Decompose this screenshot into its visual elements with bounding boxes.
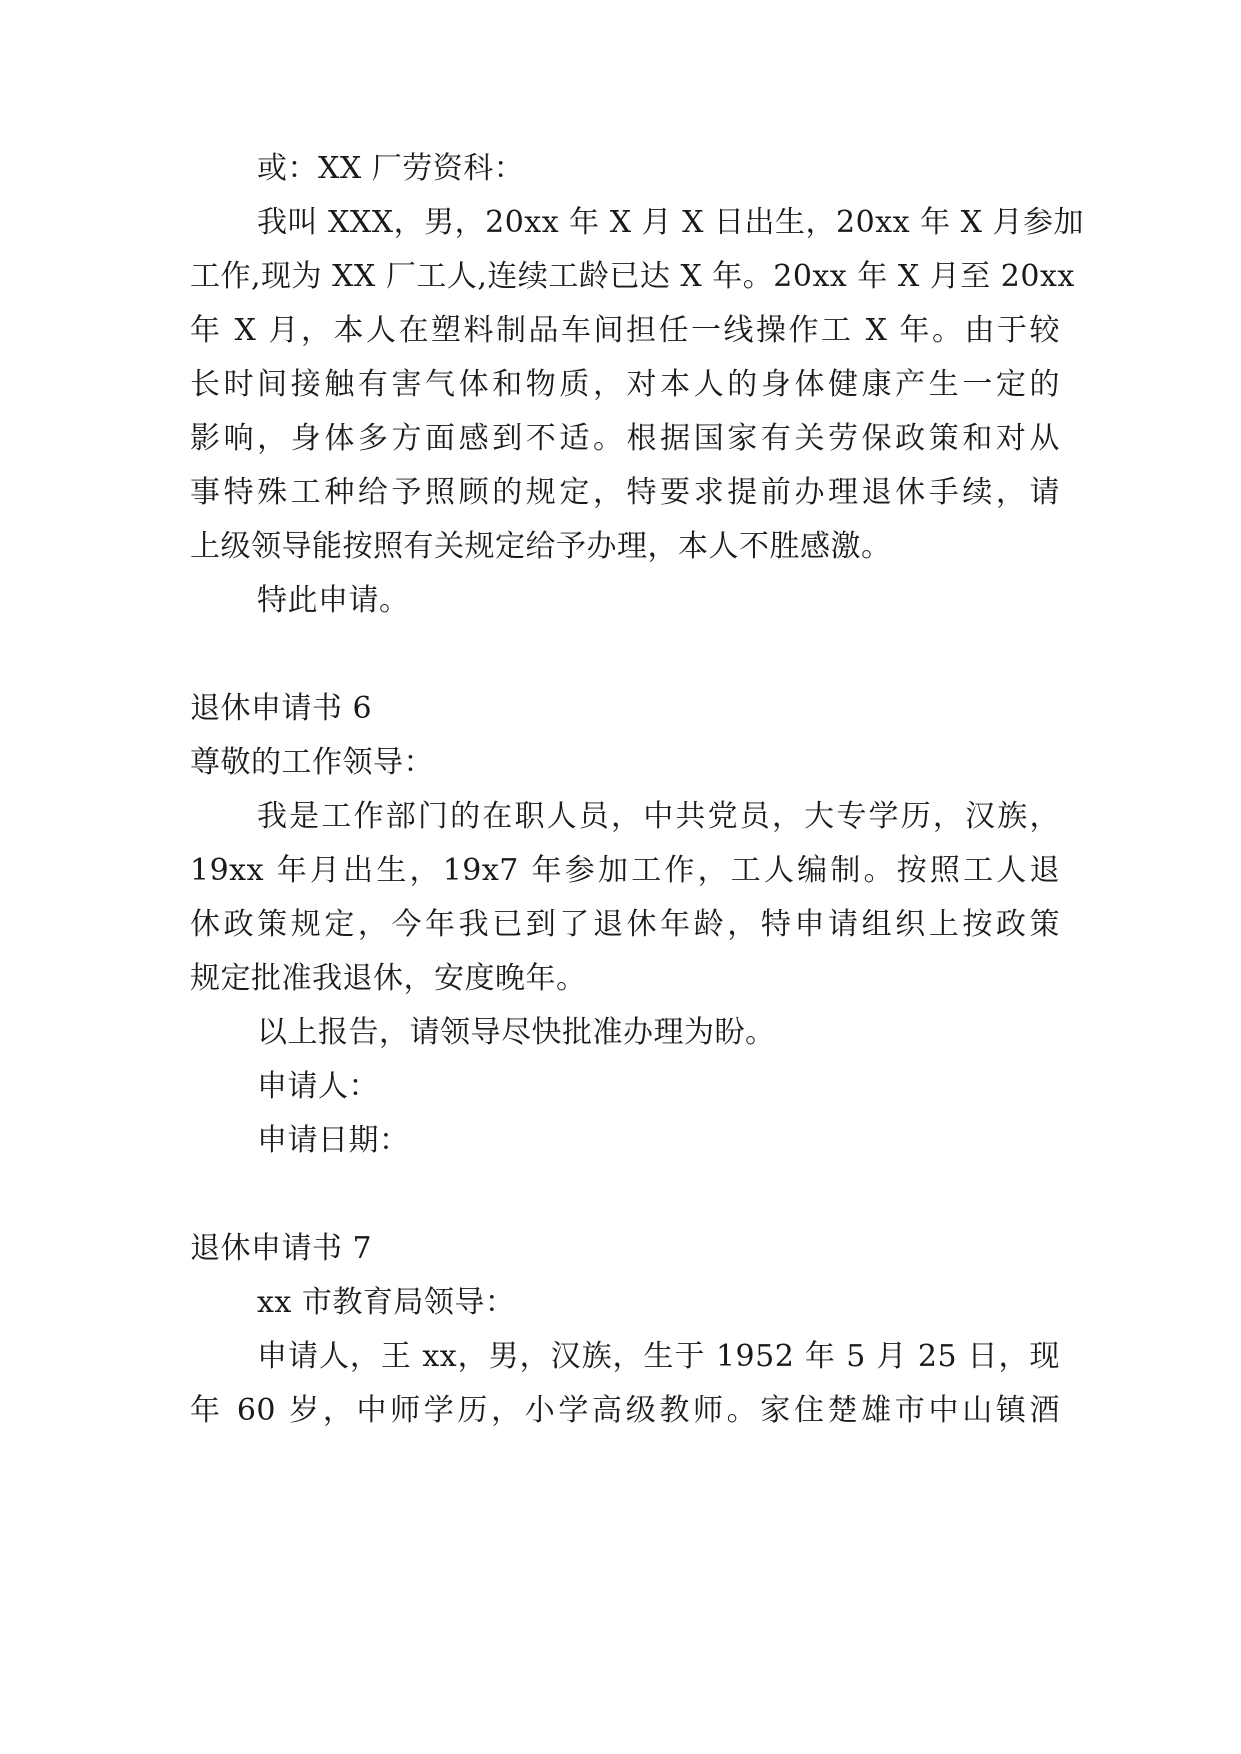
body-line: 上级领导能按照有关规定给予办理，本人不胜感激。 (190, 529, 892, 564)
date-label: 申请日期： (257, 1123, 410, 1158)
body-line: 我是工作部门的在职人员，中共党员，大专学历，汉族， (257, 799, 1060, 834)
body-line: 申请人，王 xx，男，汉族，生于 1952 年 5 月 25 日，现 (257, 1339, 1060, 1374)
section-title: 退休申请书 6 (190, 691, 373, 726)
body-line: 长时间接触有害气体和物质，对本人的身体健康产生一定的 (190, 367, 1060, 402)
applicant-label: 申请人： (257, 1069, 379, 1104)
body-line: 我叫 XXX，男，20xx 年 X 月 X 日出生，20xx 年 X 月参加 (257, 205, 1084, 240)
salutation-line: 或：XX 厂劳资科： (257, 151, 525, 186)
closing-line: 特此申请。 (257, 583, 410, 618)
closing-line: 以上报告，请领导尽快批准办理为盼。 (257, 1015, 776, 1050)
salutation-line: xx 市教育局领导： (257, 1285, 516, 1320)
body-line: 工作,现为 XX 厂工人,连续工龄已达 X 年。20xx 年 X 月至 20xx (190, 259, 1075, 294)
salutation-line: 尊敬的工作领导： (190, 745, 434, 780)
body-line: 影响，身体多方面感到不适。根据国家有关劳保政策和对从 (190, 421, 1060, 456)
body-line: 休政策规定，今年我已到了退休年龄，特申请组织上按政策 (190, 907, 1060, 942)
body-line: 事特殊工种给予照顾的规定，特要求提前办理退休手续，请 (190, 475, 1060, 510)
body-line: 19xx 年月出生，19x7 年参加工作，工人编制。按照工人退 (190, 853, 1060, 888)
body-line: 规定批准我退休，安度晚年。 (190, 961, 587, 996)
section-title: 退休申请书 7 (190, 1231, 373, 1266)
body-line: 年 60 岁，中师学历，小学高级教师。家住楚雄市中山镇酒 (190, 1393, 1060, 1428)
body-line: 年 X 月，本人在塑料制品车间担任一线操作工 X 年。由于较 (190, 313, 1060, 348)
